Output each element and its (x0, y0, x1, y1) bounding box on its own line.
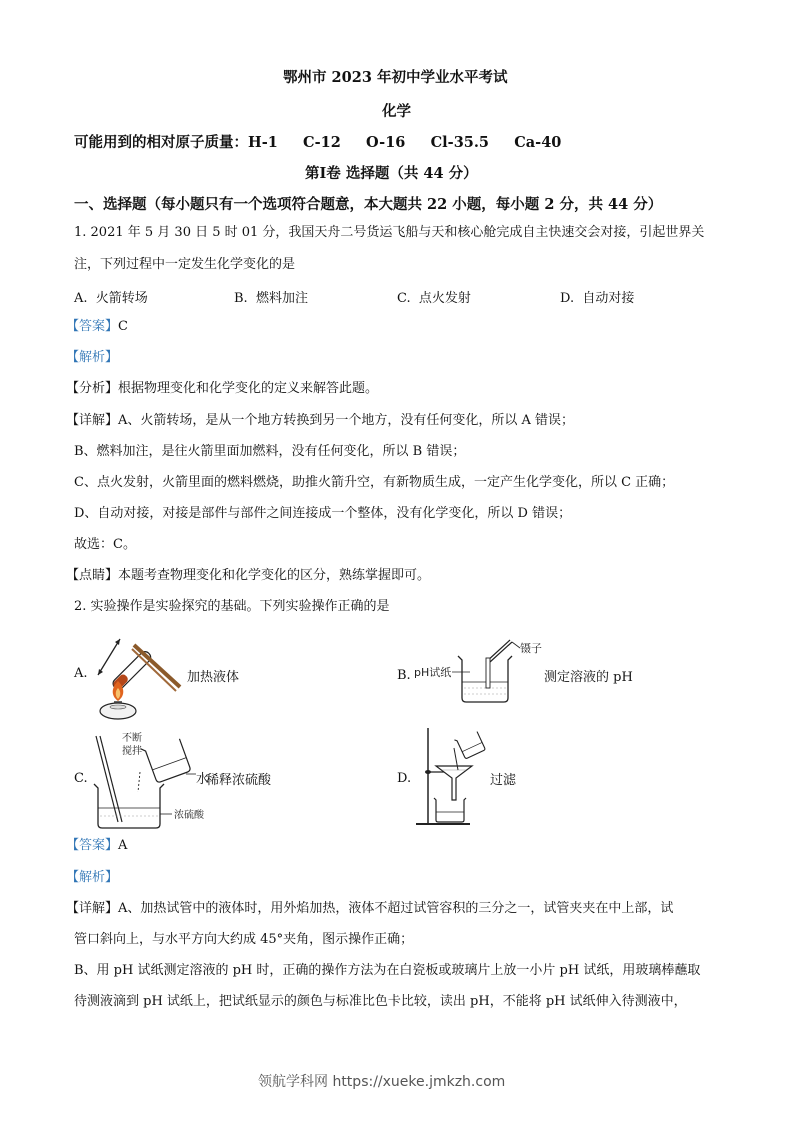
filtration-figure (414, 724, 494, 830)
q1-stem-line2: 注，下列过程中一定发生化学变化的是 (74, 257, 296, 272)
detail-a-text: A、火箭转场，是从一个地方转换到另一个地方，没有任何变化，所以 A 错误； (118, 413, 575, 428)
q1-dianjing (66, 566, 430, 586)
dilute-acid-figure (88, 730, 208, 830)
q1-conclusion: 故选：C。 (74, 537, 136, 552)
ph-test-figure (412, 636, 542, 706)
q2-detail-b1: B、用 pH 试纸测定溶液的 pH 时，正确的操作方法为在白瓷板或玻璃片上放一小片 pH 试纸，用玻璃棒蘸取 (74, 963, 701, 978)
q2-stem: 2. 实验操作是实验探究的基础。下列实验操作正确的是 (74, 599, 390, 614)
detail-a1-text: A、加热试管中的液体时，用外焰加热，液体不超过试管容积的三分之一，试管夹夹在中上部，试 (118, 901, 674, 916)
fenxi-text: 根据物理变化和化学变化的定义来解答此题。 (118, 381, 379, 396)
detail-tag: 【详解】 (66, 901, 119, 916)
q2-option-a-letter: A. (74, 666, 88, 681)
dianjing-tag: 【点睛】 (66, 568, 119, 583)
q2-option-c-letter: C. (74, 771, 88, 786)
q2-option-b-letter: B. (397, 668, 411, 683)
fenxi-tag: 【分析】 (66, 381, 119, 396)
q2-analysis-tag: 【解析】 (66, 870, 119, 885)
q1-option-d: D. 自动对接 (560, 291, 635, 306)
atomic-masses: 可能用到的相对原子质量：H-1 C-12 O-16 Cl-35.5 Ca-40 (74, 134, 562, 151)
q1-detail-c: C、点火发射，火箭里面的燃料燃烧，助推火箭升空，有新物质生成，一定产生化学变化，所以 C 正确； (74, 475, 675, 490)
q2-option-d-caption: 过滤 (490, 773, 517, 788)
detail-tag: 【详解】 (66, 413, 119, 428)
answer-value: C (118, 319, 128, 334)
heating-liquid-figure (88, 625, 188, 720)
q2-water-label: 水 (196, 772, 210, 787)
answer-value: A (118, 838, 128, 853)
q2-option-d-letter: D. (397, 771, 412, 786)
tweezers-label: 镊子 (520, 642, 542, 655)
q2-option-b-caption: 测定溶液的 pH (544, 670, 633, 685)
q2-option-a-caption: 加热液体 (187, 670, 240, 685)
subject-title: 化学 (382, 103, 411, 120)
stir-label-1: 不断 (122, 733, 142, 744)
answer-tag: 【答案】 (66, 838, 119, 853)
q1-fenxi (66, 379, 378, 399)
q1-detail-d: D、自动对接，对接是部件与部件之间连接成一个整体，没有化学变化，所以 D 错误； (74, 506, 572, 521)
q1-option-c: C. 点火发射 (397, 291, 471, 306)
q2-detail-b2: 待测液滴到 pH 试纸上，把试纸显示的颜色与标准比色卡比较，读出 pH，不能将 pH 试纸伸入待测液中， (74, 994, 687, 1009)
exam-title: 鄂州市 2023 年初中学业水平考试 (283, 69, 508, 86)
q2-detail-a1 (66, 899, 673, 919)
q2-answer (66, 836, 127, 856)
section-title: 第Ⅰ卷 选择题（共 44 分） (305, 165, 478, 182)
ph-paper-label: pH试纸 (414, 666, 452, 679)
q2-detail-a2: 管口斜向上，与水平方向大约成 45°夹角，图示操作正确； (74, 932, 414, 947)
answer-tag: 【答案】 (66, 319, 119, 334)
q1-option-a: A. 火箭转场 (74, 291, 148, 306)
q1-answer (66, 317, 128, 337)
dianjing-text: 本题考查物理变化和化学变化的区分，熟练掌握即可。 (118, 568, 431, 583)
conc-acid-label: 浓硫酸 (174, 810, 204, 821)
q2-option-c-caption: 稀释浓硫酸 (206, 773, 272, 788)
part-title: 一、选择题（每小题只有一个选项符合题意，本大题共 22 小题，每小题 2 分，共 44 分） (74, 196, 663, 213)
q1-stem-line1: 1. 2021 年 5 月 30 日 5 时 01 分，我国天舟二号货运飞船与天和核心舱完成自主快速交会对接，引起世界关 (74, 225, 705, 240)
q1-detail-a (66, 411, 574, 431)
q1-detail-b: B、燃料加注，是往火箭里面加燃料，没有任何变化，所以 B 错误； (74, 444, 466, 459)
footer-source: 领航学科网 https://xueke.jmkzh.com (258, 1074, 506, 1090)
q1-option-b: B. 燃料加注 (234, 291, 308, 306)
q1-analysis-tag: 【解析】 (66, 350, 119, 365)
stir-label-2: 搅拌 (122, 746, 142, 757)
